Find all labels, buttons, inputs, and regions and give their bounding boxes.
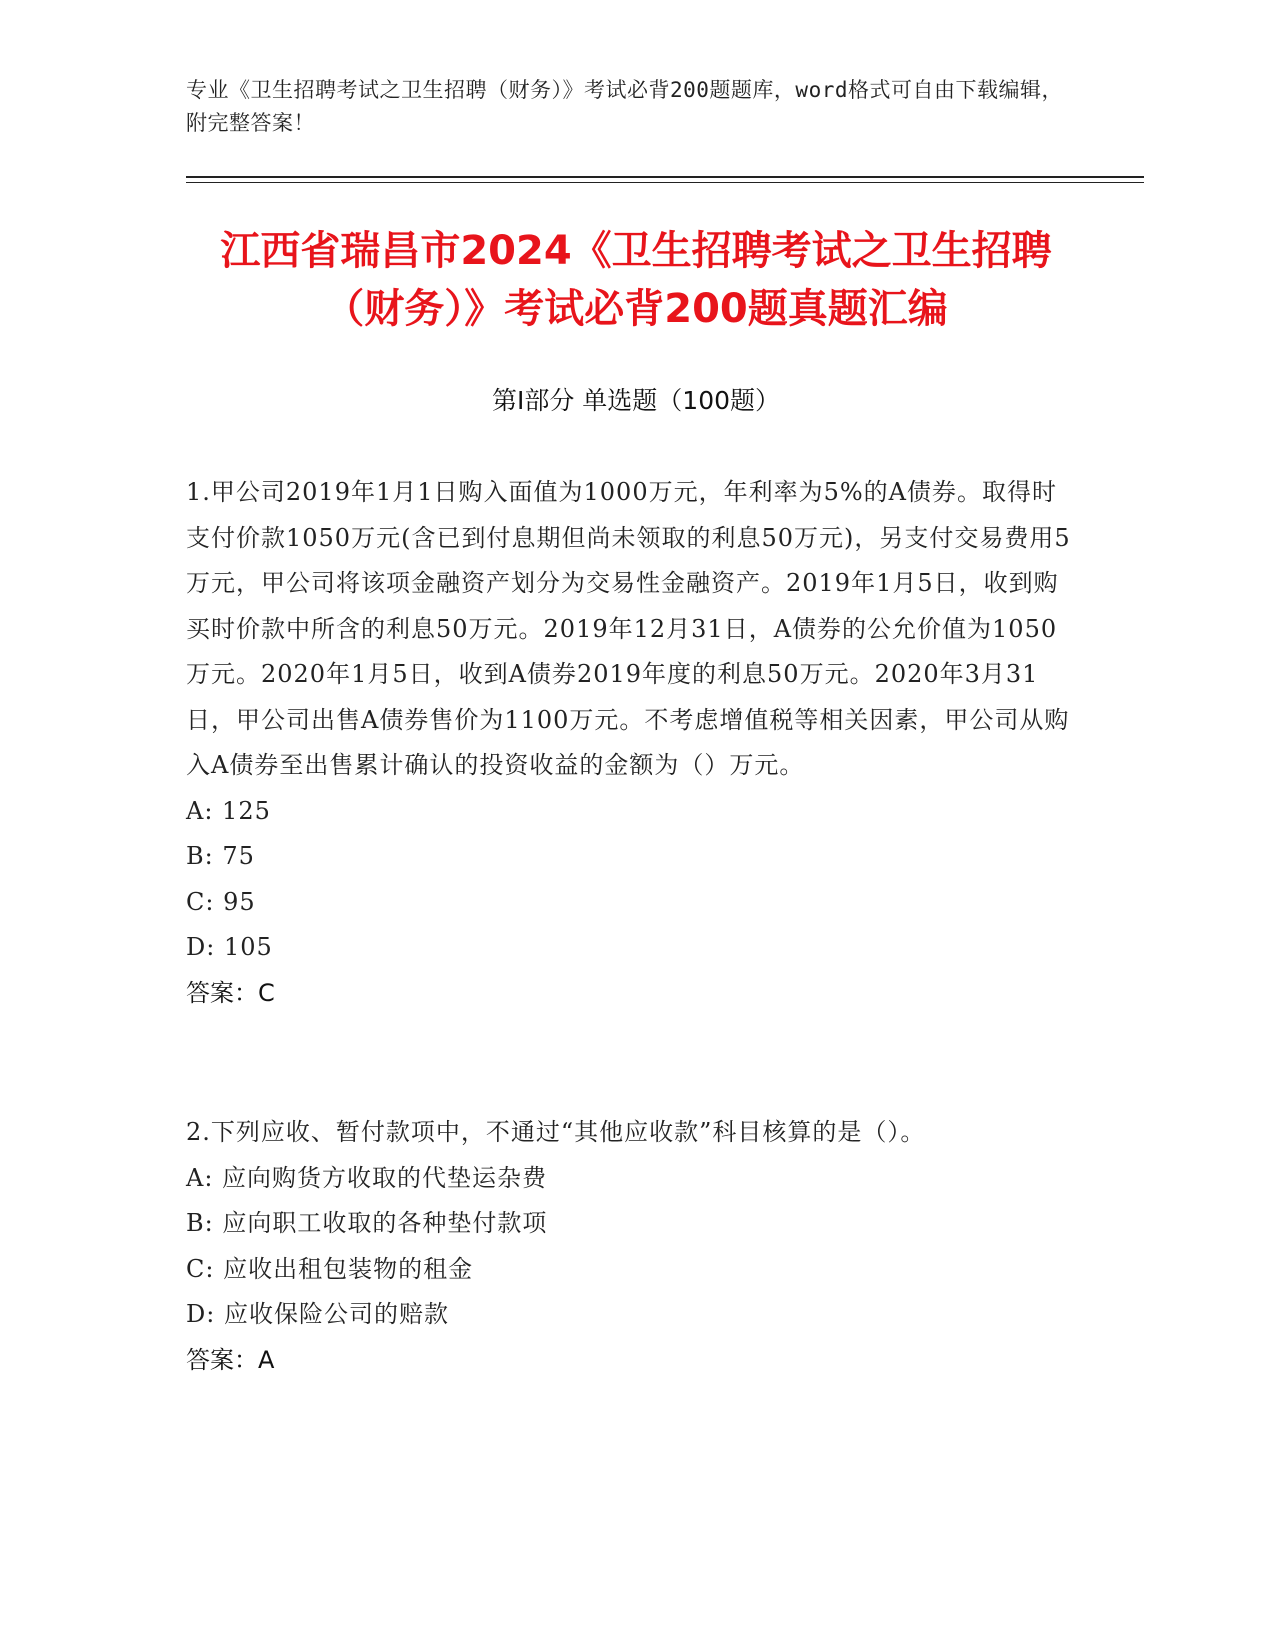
header-divider-thick	[186, 176, 1144, 178]
question-2	[186, 1110, 1076, 1383]
question-stem: 1.甲公司2019年1月1日购入面值为1000万元，年利率为5%的A债券。取得时支付价款1050万元(含已到付息期但尚未领取的利息50万元)，另支付交易费用5万元，甲公司将该项金融资产划分为交易性金融资产。2019年1月5日，收到购买时价款中所含的利息50万元。2019年12月31日，A债券的公允价值为1050万元。2020年1月5日，收到A债券2019年度的利息50万元。2020年3月31日，甲公司出售A债券售价为1100万元。不考虑增值税等相关因素，甲公司从购入A债券至出售累计确认的投资收益的金额为（）万元。	[186, 478, 1071, 779]
option-b: B: 应向职工收取的各种垫付款项	[186, 1209, 548, 1237]
document-title: 江西省瑞昌市2024《卫生招聘考试之卫生招聘（财务）》考试必背200题真题汇编	[220, 228, 1052, 332]
option-c: C: 95	[186, 887, 256, 916]
option-d: D: 应收保险公司的赔款	[186, 1300, 449, 1328]
option-b: B: 75	[186, 842, 255, 870]
option-d: D: 105	[186, 933, 273, 961]
option-a: A: 应向购货方收取的代垫运杂费	[186, 1163, 548, 1192]
question-stem: 2.下列应收、暂付款项中，不通过“其他应收款”科目核算的是（）。	[186, 1118, 926, 1146]
question-1	[186, 470, 1076, 1016]
header-note: 专业《卫生招聘考试之卫生招聘（财务）》考试必背200题题库，word格式可自由下载编辑，附完整答案！	[186, 78, 1063, 135]
section-heading: 第Ⅰ部分 单选题（100题）	[491, 386, 781, 415]
answer-line: 答案：C	[186, 978, 275, 1007]
header-divider-thin	[186, 182, 1144, 183]
option-a: A: 125	[186, 796, 271, 825]
option-c: C: 应收出租包装物的租金	[186, 1254, 474, 1283]
answer-line: 答案：A	[186, 1345, 275, 1374]
